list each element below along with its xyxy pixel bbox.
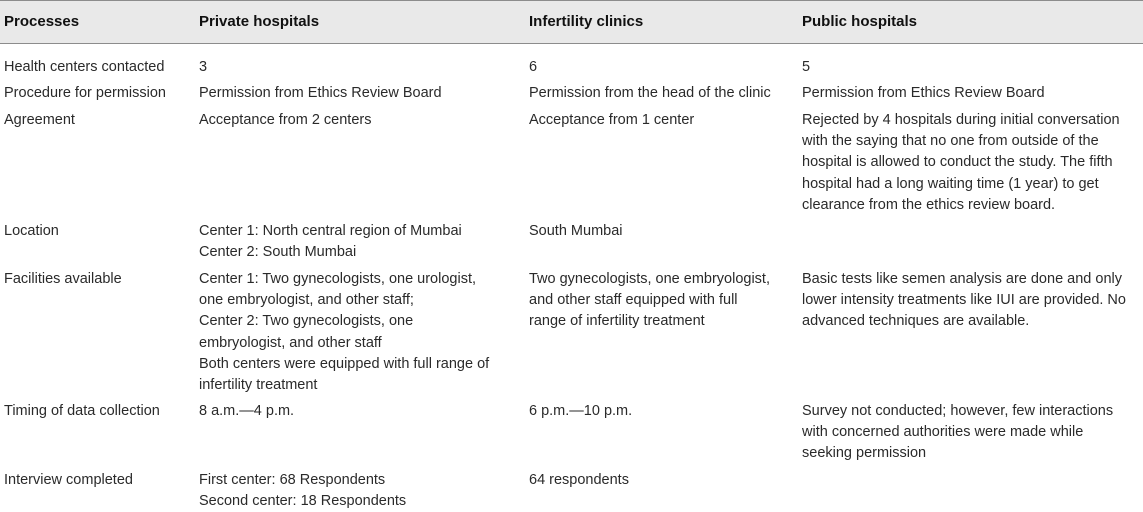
- cell-line: with the saying that no one from outside of the: [802, 133, 1099, 150]
- cell-line: Center 2: Two gynecologists, one: [199, 313, 414, 330]
- cell-line: Acceptance from 2 centers: [199, 112, 372, 128]
- cell-line: 6: [529, 59, 538, 75]
- cell-line: advanced techniques are available.: [802, 313, 1030, 330]
- cell-line: Permission from the head of the clinic: [529, 85, 771, 101]
- infertility-clinics-cell: [529, 401, 632, 422]
- cell-line: Agreement: [4, 112, 75, 128]
- cell-line: Procedure for permission: [4, 85, 166, 101]
- process-cell: [4, 83, 166, 104]
- cell-line: with concerned authorities were made while: [802, 424, 1084, 441]
- cell-line: Both centers were equipped with full range of: [199, 355, 490, 372]
- public-hospitals-cell: [802, 269, 1126, 333]
- cell-line: one embryologist, and other staff;: [199, 292, 414, 309]
- infertility-clinics-cell: [529, 110, 694, 131]
- cell-line: 6 p.m.—10 p.m.: [529, 403, 633, 419]
- cell-line: 8 a.m.—4 p.m.: [199, 403, 295, 419]
- cell-line: Permission from Ethics Review Board: [802, 85, 1045, 101]
- private-hospitals-cell: [199, 110, 371, 131]
- cell-line: Second center: 18 Respondents: [199, 493, 407, 510]
- infertility-clinics-cell: [529, 470, 629, 491]
- cell-line: Two gynecologists, one embryologist,: [529, 271, 770, 287]
- infertility-clinics-cell: [529, 269, 770, 333]
- cell-line: 5: [802, 59, 811, 75]
- header-public-hospitals: Public hospitals: [802, 13, 918, 30]
- public-hospitals-cell: [802, 401, 1113, 465]
- private-hospitals-cell: [199, 401, 294, 422]
- cell-line: clearance from the ethics review board.: [802, 196, 1056, 213]
- private-hospitals-cell: [199, 57, 207, 78]
- process-cell: [4, 401, 160, 422]
- private-hospitals-cell: [199, 83, 442, 104]
- table-header: [0, 0, 1143, 44]
- process-cell: [4, 221, 59, 242]
- cell-line: South Mumbai: [529, 223, 623, 239]
- header-private-hospitals: Private hospitals: [199, 13, 320, 30]
- cell-line: Location: [4, 223, 59, 239]
- cell-line: Interview completed: [4, 472, 133, 488]
- cell-line: Rejected by 4 hospitals during initial conversation: [802, 112, 1120, 128]
- cell-line: lower intensity treatments like IUI are provided. No: [802, 292, 1126, 309]
- infertility-clinics-cell: [529, 57, 537, 78]
- infertility-clinics-cell: [529, 221, 623, 242]
- cell-line: Timing of data collection: [4, 403, 160, 419]
- header-infertility-clinics: Infertility clinics: [529, 13, 644, 30]
- header-processes: Processes: [4, 13, 80, 30]
- process-cell: [4, 110, 75, 131]
- cell-line: Acceptance from 1 center: [529, 112, 695, 128]
- cell-line: Permission from Ethics Review Board: [199, 85, 442, 101]
- cell-line: Survey not conducted; however, few interactions: [802, 403, 1114, 419]
- public-hospitals-cell: [802, 110, 1120, 216]
- private-hospitals-cell: [199, 269, 489, 396]
- infertility-clinics-cell: [529, 83, 771, 104]
- cell-line: Health centers contacted: [4, 59, 165, 75]
- cell-line: seeking permission: [802, 445, 927, 462]
- private-hospitals-cell: [199, 221, 462, 263]
- cell-line: 3: [199, 59, 208, 75]
- process-cell: [4, 269, 122, 290]
- cell-line: Center 1: North central region of Mumbai: [199, 223, 462, 239]
- cell-line: range of infertility treatment: [529, 313, 705, 330]
- cell-line: hospital is allowed to conduct the study. The fifth: [802, 154, 1113, 171]
- cell-line: embryologist, and other staff: [199, 334, 382, 351]
- cell-line: Basic tests like semen analysis are done and only: [802, 271, 1122, 287]
- cell-line: infertility treatment: [199, 377, 318, 394]
- cell-line: hospital had a long waiting time (1 year) to get: [802, 175, 1099, 192]
- public-hospitals-cell: [802, 83, 1045, 104]
- cell-line: 64 respondents: [529, 472, 629, 488]
- cell-line: Facilities available: [4, 271, 122, 287]
- cell-line: and other staff equipped with full: [529, 292, 738, 309]
- cell-line: Center 1: Two gynecologists, one urologist,: [199, 271, 477, 287]
- cell-line: Center 2: South Mumbai: [199, 244, 357, 261]
- private-hospitals-cell: [199, 470, 406, 512]
- process-cell: [4, 57, 164, 78]
- public-hospitals-cell: [802, 57, 810, 78]
- process-cell: [4, 470, 133, 491]
- cell-line: First center: 68 Respondents: [199, 472, 386, 488]
